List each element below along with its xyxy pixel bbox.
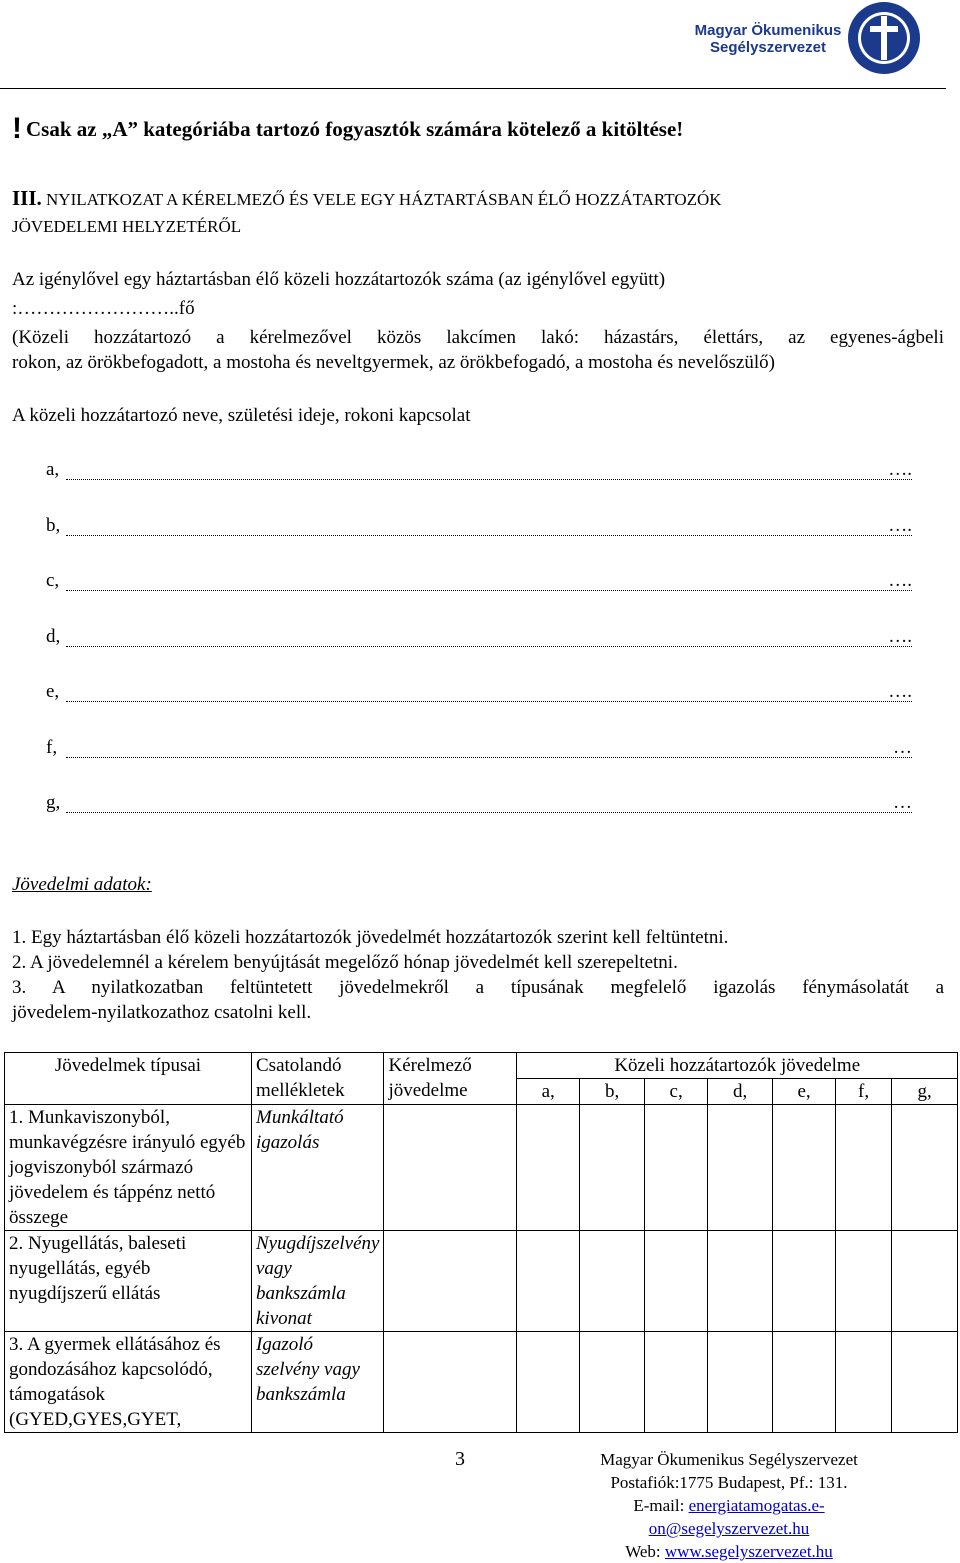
relative-row-blank[interactable] <box>66 681 912 702</box>
relative-subcol-header: g, <box>892 1079 958 1105</box>
footer-email-link[interactable]: energiatamogatas.e-on@segelyszervezet.hu <box>648 1496 825 1538</box>
relative-row-blank[interactable] <box>66 459 912 480</box>
logo-line-2: Segélyszervezet <box>710 39 826 56</box>
table-row <box>5 1231 958 1332</box>
attachment-cell: Nyugdíjszelvény vagy bankszámla kivonat <box>252 1231 384 1332</box>
relative-income-cell[interactable] <box>773 1231 835 1332</box>
page-number: 3 <box>455 1448 465 1470</box>
relative-row-label: c, <box>46 570 60 591</box>
relative-row-blank[interactable] <box>66 792 912 813</box>
income-type-cell: 3. A gyermek ellátásához és gondozásához kapcsolódó, támogatások (GYED,GYES,GYET, <box>5 1332 252 1433</box>
relative-income-cell[interactable] <box>517 1231 579 1332</box>
income-rule-3-line-1: 3. A nyilatkozatban feltüntetett jövedelmekről a típusának megfelelő igazolás fénymásolatát a <box>12 977 944 998</box>
relative-income-cell[interactable] <box>707 1332 772 1433</box>
income-type-cell: 1. Munkaviszonyból, munkavégzésre irányuló egyéb jogviszonyból származó jövedelem és táppénz nettó összege <box>5 1105 252 1231</box>
relative-row[interactable] <box>46 626 912 650</box>
relative-income-cell[interactable] <box>517 1105 579 1231</box>
relative-row-tail: … <box>893 736 912 758</box>
relative-income-cell[interactable] <box>835 1332 892 1433</box>
footer-email-label: E-mail: <box>633 1496 685 1515</box>
col-header-relatives-income: Közeli hozzátartozók jövedelme <box>517 1053 958 1079</box>
seal-icon <box>846 0 922 76</box>
org-logo <box>690 0 920 86</box>
relative-row-label: e, <box>46 681 60 702</box>
relative-income-cell[interactable] <box>835 1231 892 1332</box>
relative-income-cell[interactable] <box>579 1332 644 1433</box>
footer-contact <box>575 1448 883 1563</box>
exclamation-icon: ! <box>12 112 22 145</box>
income-rule-2: 2. A jövedelemnél a kérelem benyújtását megelőző hónap jövedelmét kell szerepeltetni. <box>12 952 678 973</box>
relative-income-cell[interactable] <box>645 1105 707 1231</box>
header-rule <box>0 88 946 89</box>
relative-row-blank[interactable] <box>66 515 912 536</box>
income-type-cell: 2. Nyugellátás, baleseti nyugellátás, egyéb nyugdíjszerű ellátás <box>5 1231 252 1332</box>
income-heading: Jövedelmi adatok: <box>12 874 152 895</box>
relative-row-label: f, <box>46 736 58 758</box>
relative-row-blank[interactable] <box>66 737 912 758</box>
relative-income-cell[interactable] <box>645 1332 707 1433</box>
relative-subcol-header: a, <box>517 1079 579 1105</box>
applicant-income-cell[interactable] <box>384 1231 517 1332</box>
footer-web-link[interactable]: www.segelyszervezet.hu <box>664 1542 833 1561</box>
relative-row-label: d, <box>46 625 61 647</box>
relative-income-cell[interactable] <box>579 1105 644 1231</box>
income-table-body <box>5 1105 958 1433</box>
relative-subcol-header: e, <box>773 1079 835 1105</box>
applicant-income-cell[interactable] <box>384 1105 517 1231</box>
applicant-income-cell[interactable] <box>384 1332 517 1433</box>
relative-subcol-header: d, <box>707 1079 772 1105</box>
relative-income-cell[interactable] <box>892 1231 958 1332</box>
relative-row-label: a, <box>46 459 60 480</box>
logo-text <box>690 22 846 56</box>
relative-row[interactable] <box>46 570 912 594</box>
household-count-line-1: Az igénylővel egy háztartásban élő közeli hozzátartozók száma (az igénylővel együtt) <box>12 269 666 290</box>
relative-row-tail: … <box>893 792 912 813</box>
relative-row-tail: …. <box>888 514 912 536</box>
relative-row[interactable] <box>46 792 912 816</box>
relative-income-cell[interactable] <box>707 1105 772 1231</box>
relative-income-cell[interactable] <box>645 1231 707 1332</box>
section-number: III. <box>12 186 42 210</box>
income-table <box>4 1052 958 1433</box>
section-title-line-1: NYILATKOZAT A KÉRELMEZŐ ÉS VELE EGY HÁZTARTÁSBAN ÉLŐ HOZZÁTARTOZÓK <box>46 190 722 209</box>
relative-row[interactable] <box>46 737 912 761</box>
col-header-income-type: Jövedelmek típusai <box>5 1053 252 1105</box>
col-header-attachments: Csatolandó mellékletek <box>252 1053 384 1105</box>
warning-text: Csak az „A” kategóriába tartozó fogyasztók számára kötelező a kitöltése! <box>26 117 684 141</box>
relative-income-cell[interactable] <box>517 1332 579 1433</box>
relative-definition-line-2: rokon, az örökbefogadott, a mostoha és neveltgyermek, az örökbefogadó, a mostoha és nevelőszülő) <box>12 352 775 373</box>
relative-income-cell[interactable] <box>892 1105 958 1231</box>
relative-row-label: b, <box>46 514 61 536</box>
relative-row-tail: …. <box>888 459 912 480</box>
section-title-line-2: JÖVEDELEMI HELYZETÉRŐL <box>12 217 242 236</box>
table-row <box>5 1105 958 1231</box>
footer-org: Magyar Ökumenikus Segélyszervezet <box>600 1450 858 1469</box>
relative-row-label: g, <box>46 792 61 813</box>
relative-subcol-header: f, <box>835 1079 892 1105</box>
section-title <box>12 185 932 240</box>
income-rule-3-line-2: jövedelem-nyilatkozathoz csatolni kell. <box>12 1002 312 1023</box>
relative-row-tail: …. <box>888 625 912 647</box>
relative-income-cell[interactable] <box>892 1332 958 1433</box>
relative-row[interactable] <box>46 459 912 483</box>
income-rule-1: 1. Egy háztartásban élő közeli hozzátartozók jövedelmét hozzátartozók szerint kell feltüntetni. <box>12 927 729 948</box>
relative-row-blank[interactable] <box>66 626 912 647</box>
relative-income-cell[interactable] <box>773 1332 835 1433</box>
attachment-cell: Igazoló szelvény vagy bankszámla <box>252 1332 384 1433</box>
relative-row[interactable] <box>46 681 912 705</box>
footer-address: Postafiók:1775 Budapest, Pf.: 131. <box>610 1473 848 1492</box>
col-header-applicant-income: Kérelmező jövedelme <box>384 1053 517 1105</box>
relative-row[interactable] <box>46 515 912 539</box>
footer-web-label: Web: <box>625 1542 661 1561</box>
relative-row-tail: …. <box>888 681 912 702</box>
relative-subcol-header: b, <box>579 1079 644 1105</box>
logo-line-1: Magyar Ökumenikus <box>694 22 842 39</box>
relative-definition-line-1: (Közeli hozzátartozó a kérelmezővel közös lakcímen lakó: házastárs, élettárs, az egyenes-ágbeli <box>12 327 944 348</box>
relative-row-tail: …. <box>888 570 912 591</box>
attachment-cell: Munkáltató igazolás <box>252 1105 384 1231</box>
relative-income-cell[interactable] <box>707 1231 772 1332</box>
relative-subcol-header: c, <box>645 1079 707 1105</box>
relative-income-cell[interactable] <box>835 1105 892 1231</box>
warning-line <box>12 112 683 146</box>
household-count-line-2[interactable]: :……………………..fő <box>12 298 195 319</box>
table-row <box>5 1332 958 1433</box>
relative-income-cell[interactable] <box>579 1231 644 1332</box>
relatives-heading: A közeli hozzátartozó neve, születési ideje, rokoni kapcsolat <box>12 405 471 426</box>
relative-income-cell[interactable] <box>773 1105 835 1231</box>
relative-row-blank[interactable] <box>66 570 912 591</box>
